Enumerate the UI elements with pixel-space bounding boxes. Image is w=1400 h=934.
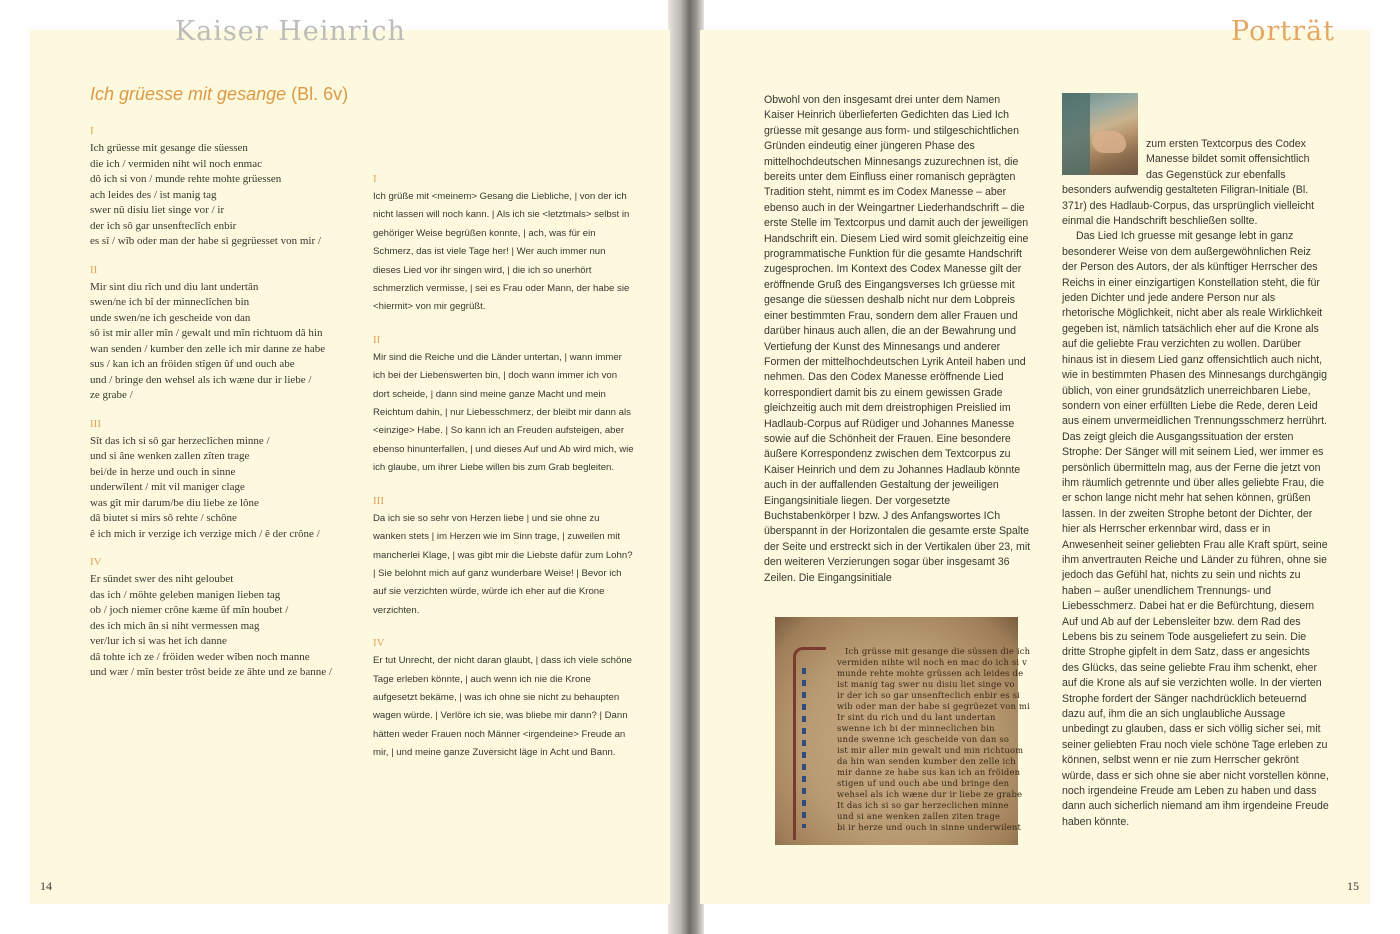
manuscript-line: ist manig tag swer nu disiu liet singe vo [837,679,1015,689]
middle-high-german-text-column [90,124,355,694]
manuscript-line: ir der ich so gar unsenfteclich enbir es si [837,690,1020,700]
translation-text: Mir sind die Reiche und die Länder untertan, | wann immer ich bei der Liebenswerten bin, | doch wann immer ich von dort scheide, | dann sind meine ganze Macht und mein Reichtum dahin, | nur Liebesschmerz, der bleibt mir dann als <einzige> Habe. | So kann ich an Freuden aufsteigen, aber ebenso hinunterfallen, | und dieses Auf und Ab wird mich, wie ich glaube, um ihrer Liebe willen bis zum Grab begleiten. [373,351,634,474]
verse-line: und si âne wenken zallen zîten trage [90,450,250,462]
verse-line: dô ich si von / munde rehte mohte grüessen [90,173,282,185]
verse-line: des ich mich ân si niht vermessen mag [90,619,260,632]
verse-line: und / bringe den wehsel als ich wæne dur ir liebe / [90,373,312,386]
stanza-number: III [373,494,384,507]
verse-line: sus / kan ich an fröiden stîgen ûf und ouch abe [90,358,295,370]
verse-line: sô ist mir aller mîn / gewalt und mîn richtuom dâ hin [90,327,323,339]
manuscript-facsimile-image [775,617,1031,845]
manuscript-line: ist mir aller min gewalt und min richtuom [837,745,1024,755]
mhd-stanza [90,417,355,543]
manuscript-line: swenne ich bi der minneclichen bin [837,723,995,733]
manuscript-line: Ich grüsse mit gesange die süssen die ich [845,646,1031,656]
manuscript-line: bi ir herze und ouch in sinne underwilent [837,822,1022,832]
essay-column-2 [1062,93,1329,830]
portrait-sleeve [1062,93,1090,175]
running-head-right: Porträt [1231,16,1335,47]
essay-paragraph: zum ersten Textcorpus des Codex Manesse bildet somit offensichtlich das Gegenstück zur ebenfalls besonders aufwendig gestalteten Filigran-Initiale (Bl. 371r) des Hadlaub-Corpus, das ursprünglich vielleicht einmal die Handschrift beschließen sollte. [1062,138,1315,228]
manuscript-line: wehsel als ich wæne dur ir liebe ze grabe [837,789,1023,799]
verse-line: wan senden / kumber den zelle ich mir danne ze habe [90,342,326,355]
verse-line: swen/ne ich bî der minneclîchen bin [90,296,250,308]
verse-line: bei/de in herze und ouch in sinne [90,465,236,478]
stanza-number: II [373,333,381,346]
stanza-number: III [90,417,101,430]
verse-line: dâ tohte ich ze / fröiden weder wîben noch manne [90,650,310,663]
verse-line: Ich grüesse mit gesange die süessen [90,142,248,154]
poem-title-italic: Ich grüesse mit gesange [90,84,287,104]
verse-line: unde swen/ne ich gescheide von dan [90,311,251,324]
translation-stanza [373,170,635,317]
page-number-right: 15 [1347,879,1359,893]
translation-stanza [373,634,635,762]
translation-stanza [373,492,635,620]
manuscript-line: Ir sint du rich und du lant undertan [837,712,996,722]
verse-line: ach leides des / ist manig tag [90,188,217,201]
verse-line: dâ biutet si mirs sô rehte / schône [90,512,237,524]
verse-line: ze grabe / [90,389,133,401]
portrait-hand [1092,131,1126,153]
manuscript-line: mir danne ze habe sus kan ich an fröiden [837,767,1021,777]
verse-line: ver/lur ich si was het ich danne [90,635,227,647]
verse-line: Mir sint diu rîch und diu lant undertân [90,280,259,293]
essay-column-1 [764,93,1032,586]
manuscript-line: vermiden nihte wil noch en mac do ich si v [837,657,1028,667]
verse-line: der ich sô gar unsenfteclîch enbir [90,219,237,232]
translation-text: Er tut Unrecht, der nicht daran glaubt, | dass ich viele schöne Tage erleben könnte, | auch wenn ich nie die Krone aufgesetzt bekäme, | was ich ohne sie nicht zu behaupten wagen würde. | Verlöre ich sie, was bliebe mir dann? | Dann hätten weder Frauen noch Männer <irgendeine> Freude an mir, | und meine ganze Zuversicht läge in Acht und Bann. [373,655,632,759]
verse-line: Sît das ich si sô gar herzeclîchen minne / [90,434,270,447]
manuscript-line: unde swenne ich gescheide von dan so [837,734,1010,744]
translation-stanza [373,331,635,478]
book-gutter [668,0,704,934]
running-head-left: Kaiser Heinrich [175,16,406,47]
manuscript-line: It das ich si so gar herzeclichen minne [837,800,1009,810]
portrait-detail-image [1062,93,1138,175]
stanza-number: I [90,125,94,137]
verse-line: Er sündet swer des niht geloubet [90,573,234,585]
verse-line: es sî / wîb oder man der habe si gegrüesset von mir / [90,235,321,247]
manuscript-line: da hin wan senden kumber den zelle ich [837,756,1016,766]
verse-line: und wær / mîn bester trôst beide ze âhte und ze banne / [90,666,332,678]
verse-line: was gît mir darum/be diu liebe ze lône [90,496,259,509]
manuscript-initial [793,647,826,840]
verse-line: ob / joch niemer crône kæme ûf mîn houbet / [90,604,289,616]
manuscript-line: stigen uf und ouch abe und bringe den [837,778,1010,788]
stanza-number: IV [90,556,102,568]
modern-german-translation-column [373,170,635,777]
stanza-number: IV [373,637,385,650]
poem-title-ref: (Bl. 6v) [286,84,349,104]
manuscript-line: wib oder man der habe si gegrüezet von mi [837,701,1030,711]
verse-line: swer nû disiu liet singe vor / ir [90,204,225,216]
translation-text: Ich grüße mit <meinem> Gesang die Liebliche, | von der ich nicht lassen will noch kann. | Als ich sie <letztmals> selbst in gehöriger Weise begrüßen konnte, | ach, was für ein Schmerz, das ist viele Tage her! | Wer auch immer nun dieses Lied vor ihr singen wird, | die ich so unerhört schmerzlich vermisse, | sei es Frau oder Mann, der habe sie <hiermit> von mir gegrüßt. [373,191,630,313]
manuscript-line: und si ane wenken zallen ziten trage [837,811,1001,821]
stanza-number: II [90,263,98,276]
poem-title [90,84,348,105]
verse-line: ê ich mich ir verzige ich verzige mich / ê der crône / [90,527,320,540]
verse-line: underwîlent / mit vil maniger clage [90,481,245,493]
verse-line: das ich / möhte geleben manigen lieben tag [90,588,281,601]
verse-line: die ich / vermiden niht wil noch enmac [90,157,262,170]
mhd-stanza [90,263,355,404]
mhd-stanza [90,124,355,250]
essay-paragraph: Das Lied Ich gruesse mit gesange lebt in ganz besonderer Weise von dem außergewöhnlichen Reiz der Person des Autors, der als künftiger Herrscher des Reichs in einer einzigartigen Konstellation steht, die für jeden Dichter und jede andere Person nur als rhetorische Möglichkeit, nicht aber als reale Wirklichkeit gegeben ist, nämlich tatsächlich eher auf die Krone als auf die geliebte Frau verzichten zu wollen. Darüber hinaus ist in diesem Lied ganz offensichtlich auch nicht, wie in bestimmten Phasen des Minnesangs durchgängig üblich, von einer grundsätzlich unerreichbaren Liebe, sondern von einer erfüllten Liebe die Rede, deren Leid aus einem unvermeidlichen Trennungsschmerz herrührt. Das zeigt gleich die Ausgangssituation der ersten Strophe: Der Sänger will mit seinem Lied, wer immer es persönlich übermitteln mag, aus der Ferne die jetzt von ihm räumlich getrennte und über alles geliebte Frau, die er schon lange nicht mehr hat sehen können, grüßen lassen. In der zweiten Strophe betont der Dichter, der hier als Herrscher erkennbar wird, dass er in Anwesenheit seiner geliebten Frau alle Kraft spürt, seine ihm anvertrauten Reiche und Länder zu führen, ohne sie jedoch das Gefühl hat, nichts zu sein und nichts zu haben – außer unendlichem Trennungs- und Liebesschmerz. Dabei hat er die Befürchtung, diesem Auf und Ab auf der Lebensleiter bzw. dem Rad des Lebens bis zu seinem Tode ausgeliefert zu sein. Die dritte Strophe gipfelt in dem Satz, dass er angesichts des Glücks, das seine geliebte Frau ihm schenkt, eher auf die Krone als auf sie verzichten wolle. In der vierten Strophe fordert der Sänger nachdrücklich beteuernd dazu auf, ihm die an sich unglaubliche Aussage unbedingt zu glauben, dass er sich völlig sicher sei, mit seiner geliebten Frau noch viele schöne Tage erleben zu können, selbst wenn er nie zum Herrscher gekrönt würde, dass er sich ohne sie aber nicht vorstellen könne, noch irgendeine Freude am Leben zu haben und dass dann auch sicherlich niemand am ihm irgendeine Freude haben könnte. [1062,230,1329,828]
stanza-number: I [373,173,377,185]
mhd-stanza [90,555,355,681]
translation-text: Da ich sie so sehr von Herzen liebe | und sie ohne zu wanken stets | im Herzen wie im Sinn trage, | zuweilen mit mancherlei Klage, | was gibt mir die Liebste dafür zum Lohn? | Sie belohnt mich auf ganz wunderbare Weise! | Bevor ich auf sie verzichten würde, würde ich eher auf die Krone verzichten. [373,512,633,616]
page-number-left: 14 [40,879,52,893]
essay-paragraph: Obwohl von den insgesamt drei unter dem Namen Kaiser Heinrich überlieferten Gedichten das Lied Ich grüesse mit gesange aus form- und stilgeschichtlichen Gründen eindeutig einer jüngeren Phase des mittelhochdeutschen Minnesangs zuzurechnen ist, die bereits unter dem Einfluss einer romanisch geprägten Tradition steht, nimmt es im Codex Manesse – aber ebenso auch in der Weingartner Liederhandschrift – die erste Stelle im Textcorpus und damit auch der jeweiligen Handschrift ein. Diesem Lied wird somit gleichzeitig eine programmatische Funktion für die gesamte Handschrift zugesprochen. Im Kontext des Codex Manesse gilt der eröffnende Gruß des Eingangsverses Ich grüesse mit gesange die süessen deshalb nicht nur dem Lobpreis einer bestimmten Frau, sondern dem aller Frauen und darüber hinaus auch allen, die an der Bewahrung und Vertiefung der Kunst des Minnesangs und anderer Formen der mittelhochdeutschen Lyrik Anteil haben und nehmen. Das den Codex Manesse eröffnende Lied korrespondiert damit bis zu einem gewissen Grade gleichzeitig auch mit dem dreistrophigen Preislied im Hadlaub-Corpus auf Rüdiger und Johannes Manesse sowie auf die Schönheit der Frauen. Eine besondere äußere Korrespondenz zwischen dem Textcorpus zu Kaiser Heinrich und dem zu Johannes Hadlaub könnte auch in der auffallenden Gestaltung der jeweiligen Eingangsinitiale liegen. Der vorgesetzte Buchstabenkörper I bzw. J des Anfangswortes ICh überspannt in der Horizontalen die gesamte erste Spalte der Seite und erstreckt sich in der Vertikalen über 23, mit den weiteren Verzierungen sogar über insgesamt 36 Zeilen. Die Eingangsinitiale [764,94,1031,584]
manuscript-line: munde rehte mohte grüssen ach leides de [837,668,1024,678]
